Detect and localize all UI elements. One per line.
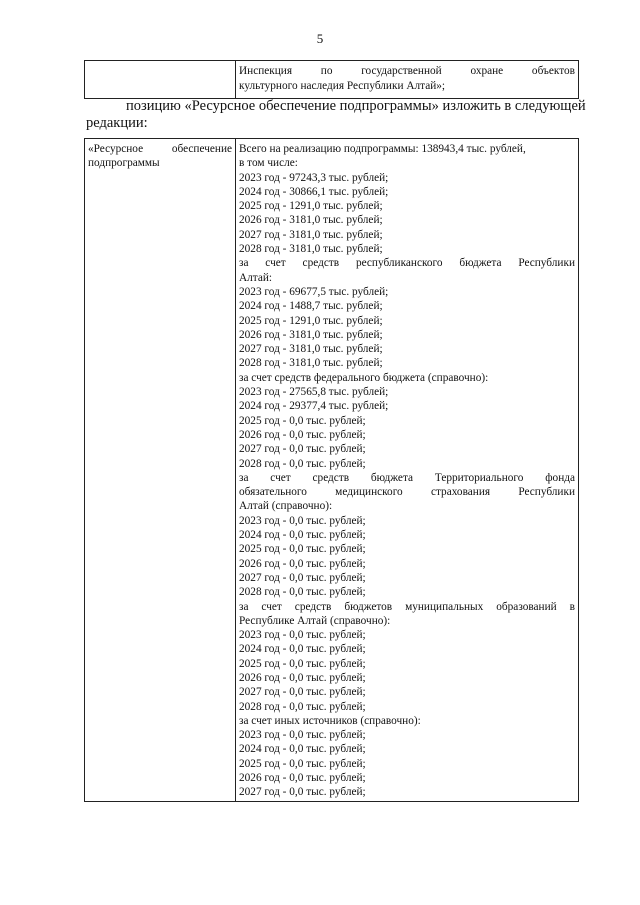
- resource-line: 2023 год - 27565,8 тыс. рублей;: [239, 386, 389, 399]
- resource-line: 2027 год - 3181,0 тыс. рублей;: [239, 228, 383, 241]
- resource-line: 2024 год - 1488,7 тыс. рублей;: [239, 300, 383, 313]
- resource-line: 2028 год - 3181,0 тыс. рублей;: [239, 357, 383, 370]
- table-row: [85, 61, 579, 99]
- resource-values-cell: [236, 139, 579, 802]
- resource-line: 2023 год - 97243,3 тыс. рублей;: [239, 171, 389, 184]
- resource-line: 2027 год - 0,0 тыс. рублей;: [239, 786, 366, 799]
- resource-line: 2027 год - 0,0 тыс. рублей;: [239, 571, 366, 584]
- resource-line: 2026 год - 3181,0 тыс. рублей;: [239, 328, 383, 341]
- resource-line: 2023 год - 0,0 тыс. рублей;: [239, 514, 366, 527]
- top-left-cell: [85, 61, 236, 99]
- resource-line: 2027 год - 0,0 тыс. рублей;: [239, 443, 366, 456]
- resource-line: 2025 год - 1291,0 тыс. рублей;: [239, 314, 383, 327]
- page-number: 5: [316, 31, 324, 46]
- intro-line: редакции:: [86, 115, 148, 131]
- resource-line: Алтай (справочно):: [239, 500, 333, 513]
- resource-line: 2024 год - 29377,4 тыс. рублей;: [239, 400, 389, 413]
- resource-line: 2026 год - 0,0 тыс. рублей;: [239, 772, 366, 785]
- table-row: [85, 139, 579, 802]
- resource-line: 2023 год - 69677,5 тыс. рублей;: [239, 285, 389, 298]
- resource-label-cell: [85, 139, 236, 802]
- top-table: [84, 60, 579, 99]
- resource-line: за счет средств федерального бюджета (справочно):: [239, 371, 489, 384]
- resource-line: 2026 год - 3181,0 тыс. рублей;: [239, 214, 383, 227]
- resource-line: 2025 год - 0,0 тыс. рублей;: [239, 757, 366, 770]
- resource-line: 2028 год - 0,0 тыс. рублей;: [239, 586, 366, 599]
- resource-line: 2024 год - 0,0 тыс. рублей;: [239, 643, 366, 656]
- resource-line: 2025 год - 0,0 тыс. рублей;: [239, 657, 366, 670]
- resource-line: 2024 год - 0,0 тыс. рублей;: [239, 529, 366, 542]
- resource-line: за счет иных источников (справочно):: [239, 714, 421, 727]
- resource-line: за счет средств бюджетов муниципальных образований в: [239, 600, 575, 613]
- resource-label-line: «Ресурсное обеспечение: [88, 143, 232, 155]
- resource-line: 2028 год - 0,0 тыс. рублей;: [239, 700, 366, 713]
- resource-line: Всего на реализацию подпрограммы: 138943,4 тыс. рублей,: [239, 143, 526, 155]
- intro-paragraph: [86, 98, 616, 132]
- resource-line: 2023 год - 0,0 тыс. рублей;: [239, 729, 366, 742]
- resource-line: обязательного медицинского страхования Республики: [239, 486, 575, 499]
- resource-line: Республике Алтай (справочно):: [239, 614, 391, 627]
- resource-line: 2026 год - 0,0 тыс. рублей;: [239, 557, 366, 570]
- resource-table: [84, 138, 579, 802]
- resource-line: 2027 год - 3181,0 тыс. рублей;: [239, 343, 383, 356]
- resource-line: 2028 год - 3181,0 тыс. рублей;: [239, 243, 383, 256]
- resource-line: Алтай:: [239, 271, 273, 284]
- resource-line: 2027 год - 0,0 тыс. рублей;: [239, 686, 366, 699]
- resource-line: 2023 год - 0,0 тыс. рублей;: [239, 629, 366, 642]
- top-right-line: Инспекция по государственной охране объектов: [239, 65, 575, 77]
- top-right-line: культурного наследия Республики Алтай»;: [239, 79, 446, 92]
- resource-line: 2025 год - 1291,0 тыс. рублей;: [239, 200, 383, 213]
- resource-label-line: подпрограммы: [88, 157, 160, 170]
- resource-line: 2025 год - 0,0 тыс. рублей;: [239, 414, 366, 427]
- resource-line: за счет средств бюджета Территориального фонда: [239, 471, 575, 484]
- resource-line: за счет средств республиканского бюджета Республики: [239, 257, 575, 270]
- resource-line: 2024 год - 30866,1 тыс. рублей;: [239, 185, 389, 198]
- resource-line: 2028 год - 0,0 тыс. рублей;: [239, 457, 366, 470]
- resource-line: 2026 год - 0,0 тыс. рублей;: [239, 671, 366, 684]
- intro-line: позицию «Ресурсное обеспечение подпрограммы» изложить в следующей: [126, 98, 586, 114]
- top-right-cell: [236, 61, 579, 99]
- resource-line: 2026 год - 0,0 тыс. рублей;: [239, 428, 366, 441]
- resource-line: в том числе:: [239, 157, 298, 170]
- resource-line: 2024 год - 0,0 тыс. рублей;: [239, 743, 366, 756]
- resource-line: 2025 год - 0,0 тыс. рублей;: [239, 543, 366, 556]
